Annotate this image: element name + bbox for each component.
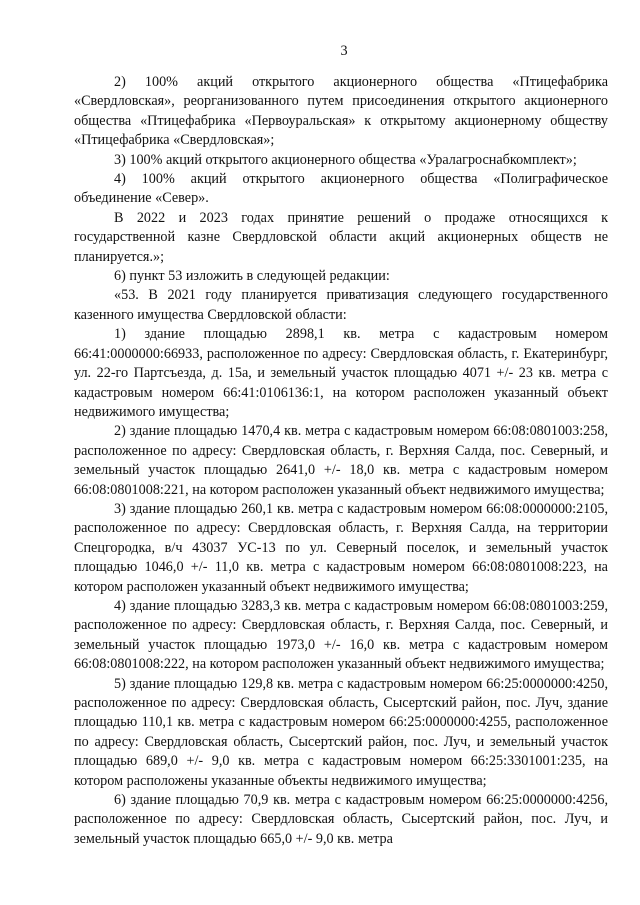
page-number: 3	[340, 43, 348, 59]
paragraph-53-privatization-2021: «53. В 2021 году планируется приватизация следующего государственного казенного имущества Свердловской области:	[74, 287, 608, 323]
document-page	[74, 42, 608, 849]
paragraph-item-3-uralagrosnabkomplekt: 3) 100% акций открытого акционерного общества «Уралагроснабкомплект»;	[114, 151, 577, 168]
paragraph-building-3-spetsgorodok: 3) здание площадью 260,1 кв. метра с кадастровым номером 66:08:0000000:2105, расположенное по адресу: Свердловская область, г. Верхняя Салда, на территории Спецгородка, в/ч 43037 УС-13 по ул. Северный поселок, и земельный участок площадью 1046,0 +/- 11,0 кв. метра с кадастровым номером 66:08:0801008:223, на котором расположен указанный объект недвижимого имущества;	[74, 500, 608, 595]
paragraph-building-5-luch: 5) здание площадью 129,8 кв. метра с кадастровым номером 66:25:0000000:4250, расположенное по адресу: Свердловская область, Сысертский район, пос. Луч, здание площадью 110,1 кв. метра с кадастровым номером 66:25:0000000:4255, расположенное по адресу: Свердловская область, Сысертский район, пос. Луч, и земельный участок площадью 689,0 +/- 9,0 кв. метра с кадастровым номером 66:25:3301001:235, на котором расположены указанные объекты недвижимого имущества;	[74, 675, 608, 789]
paragraph-point-6-amend-53: 6) пункт 53 изложить в следующей редакции:	[114, 268, 390, 285]
paragraph-2022-2023-no-sales: В 2022 и 2023 годах принятие решений о продаже относящихся к государственной казне Свердловской области акций акционерных обществ не планируется.»;	[74, 209, 608, 265]
paragraph-building-1-ekaterinburg: 1) здание площадью 2898,1 кв. метра с кадастровым номером 66:41:0000000:66933, расположенное по адресу: Свердловская область, г. Екатеринбург, ул. 22-го Партсъезда, д. 15а, и земельный участок площадью 4071 +/- 23 кв. метра с кадастровым номером 66:41:0106136:1, на котором расположен указанный объект недвижимого имущества;	[74, 326, 608, 420]
paragraph-item-2-poultry-sverdlovskaya: 2) 100% акций открытого акционерного общества «Птицефабрика «Свердловская», реорганизованного путем присоединения открытого акционерного общества «Птицефабрика «Первоуральская» к открытому акционерному обществу «Птицефабрика «Свердловская»;	[74, 74, 608, 149]
paragraph-building-2-verkhnyaya-salda: 2) здание площадью 1470,4 кв. метра с кадастровым номером 66:08:0801003:258, расположенное по адресу: Свердловская область, г. Верхняя Салда, пос. Северный, и земельный участок площадью 2641,0 +/- 18,0 кв. метра с кадастровым номером 66:08:0801008:221, на котором расположен указанный объект недвижимого имущества;	[74, 423, 608, 498]
paragraph-building-6-luch: 6) здание площадью 70,9 кв. метра с кадастровым номером 66:25:0000000:4256, расположенное по адресу: Свердловская область, Сысертский район, пос. Луч, и земельный участок площадью 665,0 +/- 9,0 кв. метра	[74, 792, 608, 847]
paragraph-building-4-verkhnyaya-salda: 4) здание площадью 3283,3 кв. метра с кадастровым номером 66:08:0801003:259, расположенное по адресу: Свердловская область, г. Верхняя Салда, пос. Северный, и земельный участок площадью 1973,0 +/- 16,0 кв. метра с кадастровым номером 66:08:0801008:222, на котором расположен указанный объект недвижимого имущества;	[74, 597, 608, 673]
paragraph-item-4-poligraf-sever: 4) 100% акций открытого акционерного общества «Полиграфическое объединение «Север».	[74, 171, 608, 207]
